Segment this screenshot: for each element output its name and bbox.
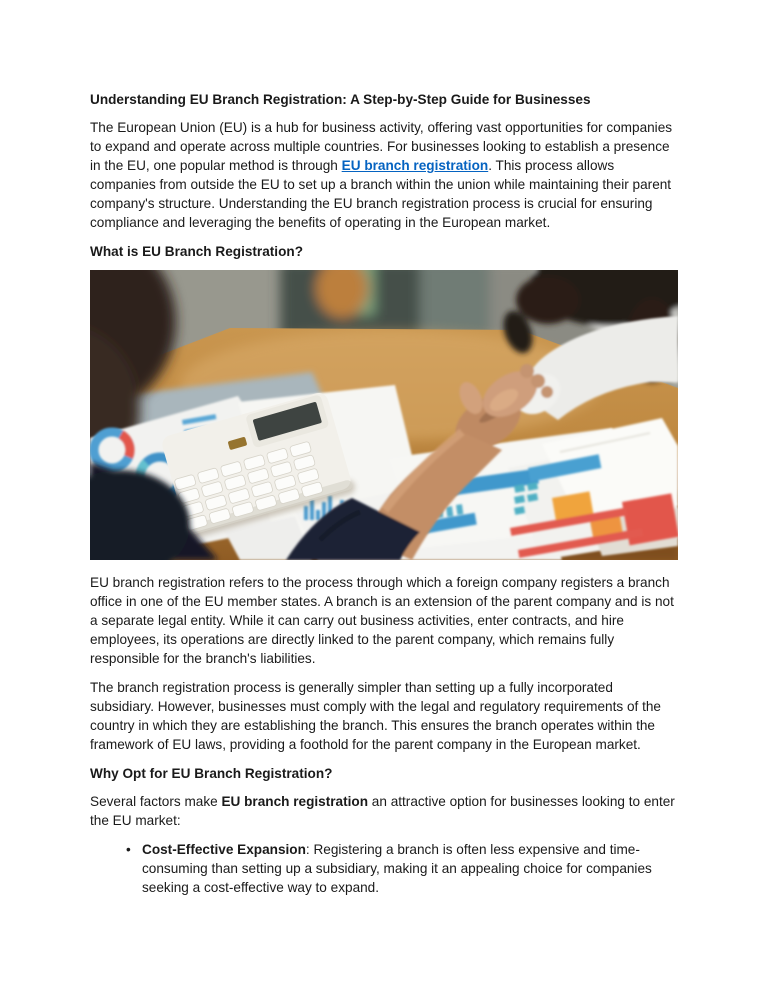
intro-text-1: The European Union (EU) is a hub for business activity, offering vast opportunities for companies to expand and operate across multiple countries. For businesses looking to establish a presence in the EU, one popular method is through <box>90 120 673 173</box>
benefits-list <box>90 840 678 897</box>
why-intro-paragraph <box>90 792 678 830</box>
bullet-marker: • <box>126 842 131 857</box>
why-text-1: Several factors make <box>90 794 222 809</box>
bullet-text: : Registering a branch is often less expensive and time-consuming than setting up a subsidiary, making it an appealing choice for companies seeking a cost-effective way to expand. <box>142 842 652 895</box>
doc-title: Understanding EU Branch Registration: A Step-by-Step Guide for Businesses <box>90 92 591 107</box>
handshake-photo <box>90 270 678 560</box>
why-bold-term: EU branch registration <box>221 794 369 809</box>
what-paragraph-2: The branch registration process is generally simpler than setting up a fully incorporated subsidiary. However, businesses must comply with the legal and regulatory requirements of the country in which they are establishing the branch. This ensures the branch operates within the framework of EU laws, providing a foothold for the parent company in the European market. <box>90 680 661 752</box>
what-is-heading: What is EU Branch Registration? <box>90 244 303 259</box>
handshake-photo-illustration <box>90 270 678 560</box>
why-text-2: an attractive option for businesses looking to enter the EU market: <box>90 794 675 828</box>
intro-paragraph <box>90 118 678 232</box>
intro-text-2: . This process allows companies from outside the EU to set up a branch within the union while maintaining their parent company's structure. Understanding the EU branch registration process is crucial for ensuring compliance and leveraging the benefits of operating in the European market. <box>90 158 672 230</box>
bullet-bold-term: Cost-Effective Expansion <box>142 842 306 857</box>
why-opt-heading: Why Opt for EU Branch Registration? <box>90 766 333 781</box>
bullet-cost-effective-expansion <box>126 840 678 897</box>
eu-branch-registration-link[interactable]: EU branch registration <box>341 158 489 173</box>
what-paragraph-1: EU branch registration refers to the process through which a foreign company registers a branch office in one of the EU member states. A branch is an extension of the parent company and is not a separate legal entity. While it can carry out business activities, enter contracts, and hire employees, its operations are directly linked to the parent company, which remains fully responsible for the branch's liabilities. <box>90 575 674 666</box>
